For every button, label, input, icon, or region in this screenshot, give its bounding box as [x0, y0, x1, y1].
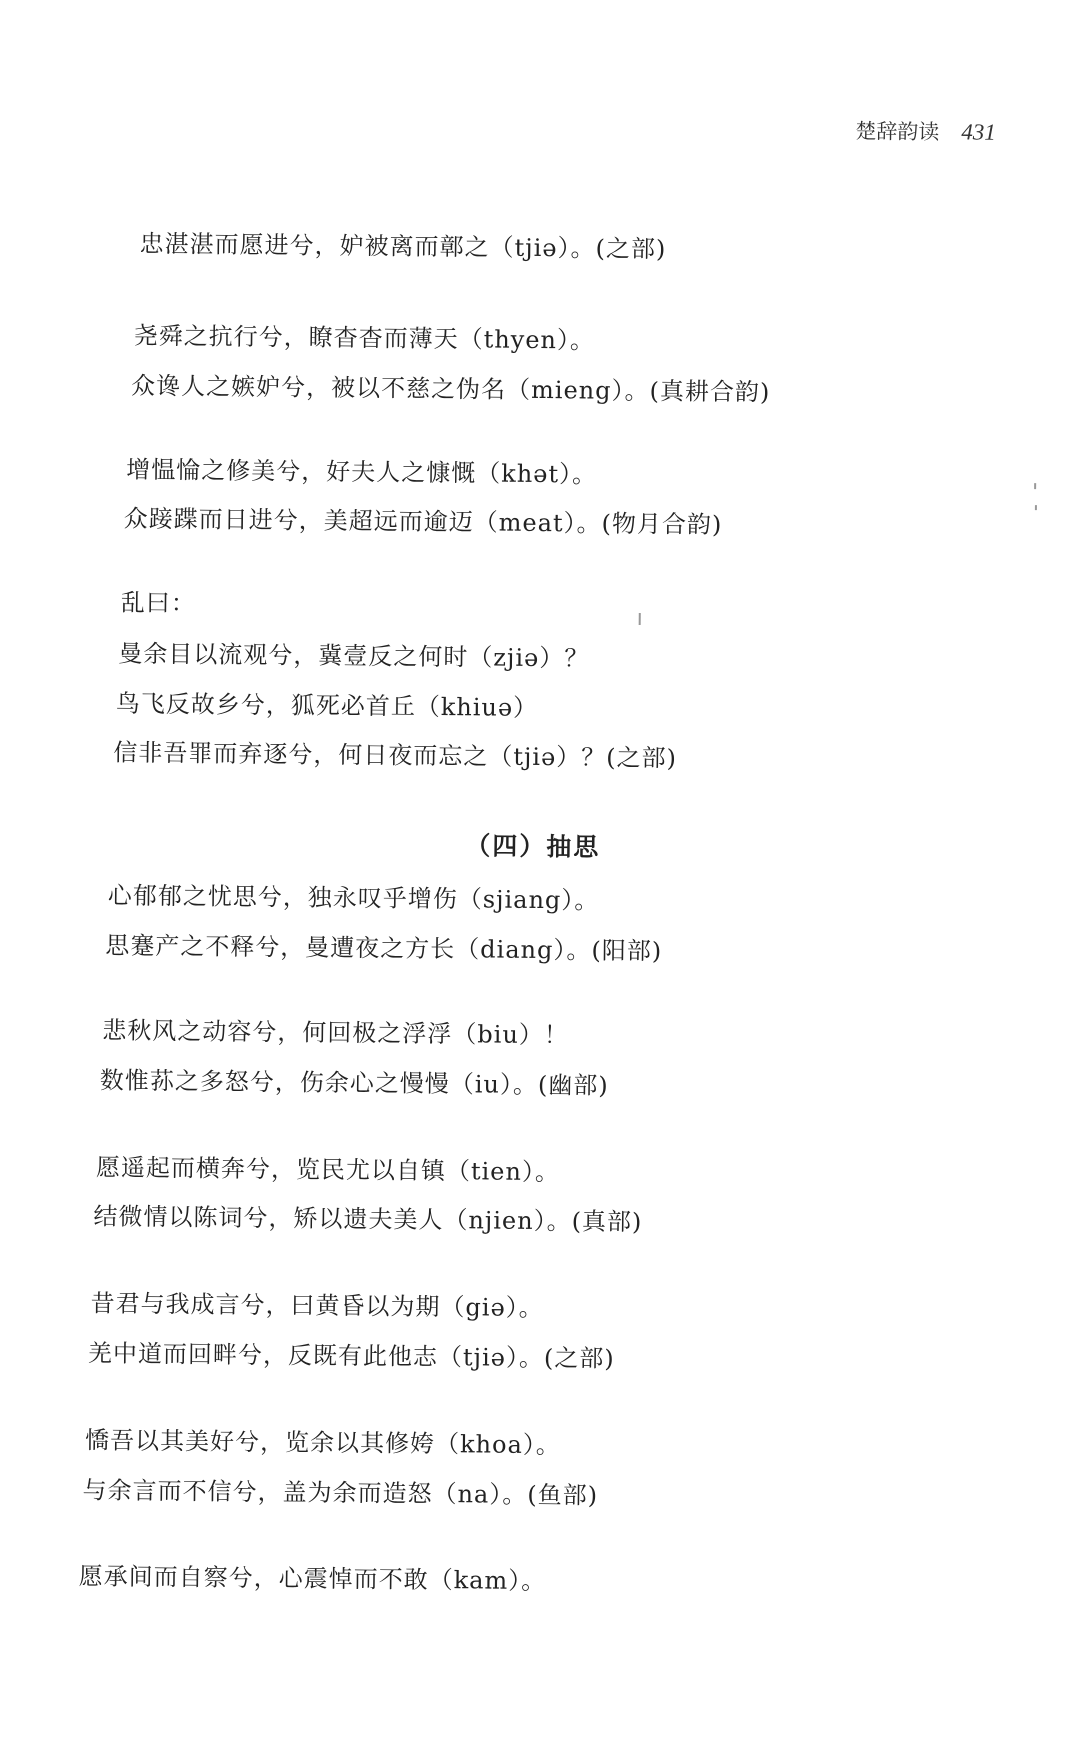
verse-line: 增愠惀之修美兮，好夫人之慷慨（khət）。: [126, 455, 598, 489]
book-title: 楚辞韵读: [855, 119, 940, 145]
verse-line: 众谗人之嫉妒兮，被以不慈之伪名（mieng）。(真耕合韵): [130, 371, 771, 407]
verse-line: 众踥蹀而日进兮，美超远而逾迈（meat）。(物月合韵): [123, 504, 723, 539]
page-number: 431: [961, 119, 996, 145]
verse-line: 结微情以陈词兮，矫以遗夫美人（njien）。(真部): [93, 1202, 643, 1237]
verse-line: 乱曰：: [120, 588, 197, 618]
verse-line: 鸟飞反故乡兮，狐死必首丘（khiuə）: [115, 689, 539, 722]
verse-line: 数惟荪之多怒兮，伤余心之慢慢（iu）。(幽部): [99, 1066, 609, 1100]
verse-line: 曼余目以流观兮，冀壹反之何时（zjiə）？: [118, 639, 590, 673]
scan-speck: [639, 613, 641, 625]
scan-speck: [1034, 483, 1036, 489]
verse-line: 愿遥起而横奔兮，览民尤以自镇（tien）。: [95, 1153, 561, 1187]
running-header: [855, 115, 996, 146]
verse-line: 羌中道而回畔兮，反既有此他志（tjiə）。(之部): [87, 1339, 615, 1373]
section-title: （四）抽思: [465, 831, 601, 862]
scan-speck: [1035, 505, 1037, 510]
verse-line: 信非吾罪而弃逐兮，何日夜而忘之（tjiə）？(之部): [113, 738, 678, 773]
verse-line: 与余言而不信兮，盖为余而造怒（na）。(鱼部): [82, 1476, 599, 1510]
verse-line: 心郁郁之忧思兮，独永叹乎增伤（sjiang）。: [107, 881, 600, 915]
verse-line: 愿承间而自察兮，心震悼而不敢（kam）。: [78, 1562, 547, 1596]
verse-line: 悲秋风之动容兮，何回极之浮浮（biu）！: [102, 1016, 570, 1050]
verse-line: 憍吾以其美好兮，览余以其修姱（khoa）。: [84, 1426, 561, 1460]
verse-line: 忠湛湛而愿进兮，妒被离而鄣之（tjiə）。(之部): [139, 229, 667, 264]
verse-line: 尧舜之抗行兮，瞭杳杳而薄天（thyen）。: [133, 321, 596, 355]
verse-line: 思蹇产之不释兮，曼遭夜之方长（diang）。(阳部): [105, 931, 663, 966]
verse-line: 昔君与我成言兮，曰黄昏以为期（giə）。: [90, 1289, 544, 1323]
